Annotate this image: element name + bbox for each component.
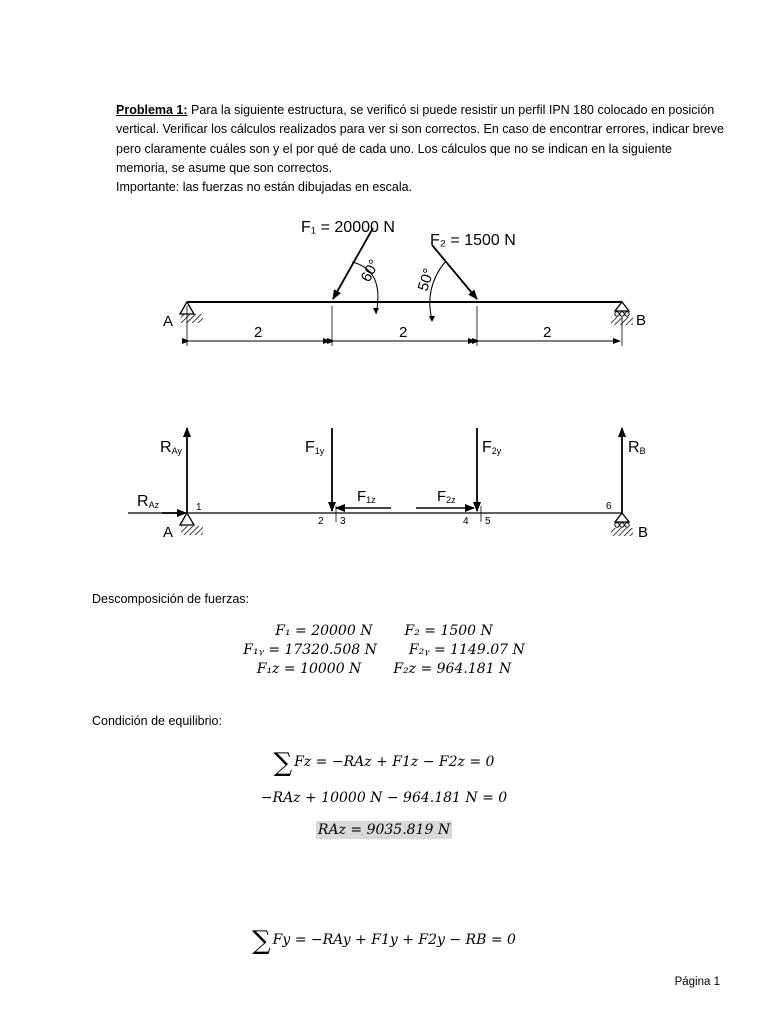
problem-text: Para la siguiente estructura, se verificó si puede resistir un perfil IPN 180 colocado en posición vertical. Verificar los cálculos realizados para ver si son correctos. En caso de encontrar errores, indicar breve pero claramente cuáles son y el por qué de cada uno. Los cálculos que no se indican en la siguiente memoria, se asume que son correctos. bbox=[116, 103, 724, 175]
diagram-1 bbox=[163, 219, 646, 346]
problem-lead: Problema 1: bbox=[116, 103, 188, 117]
eq-sum-fz-row bbox=[0, 748, 768, 778]
force-f1y-label: F1y bbox=[305, 439, 325, 456]
force-f2-label: F₂ = 1500 N bbox=[430, 232, 516, 249]
page-number: Página 1 bbox=[674, 976, 720, 988]
node-2: 2 bbox=[318, 516, 324, 527]
pin-support-a2-icon bbox=[180, 513, 203, 535]
force-f1-label: F₁ = 20000 N bbox=[301, 219, 395, 236]
decomposition-heading: Descomposición de fuerzas: bbox=[92, 592, 250, 606]
eq-sum-fy-row bbox=[0, 926, 768, 956]
eq-sum-fy: Fy = −RAy + F1y + F2y − RB = 0 bbox=[272, 932, 516, 948]
eq-raz-result: RAz = 9035.819 N bbox=[317, 822, 451, 838]
eq-raz-row bbox=[0, 822, 768, 838]
eq-sum-fz: Fz = −RAz + F1z − F2z = 0 bbox=[294, 754, 495, 770]
eq-f2: F₂ = 1500 N bbox=[404, 623, 493, 639]
eq-f2y: F₂ᵧ = 1149.07 N bbox=[408, 642, 525, 658]
dim-label-2: 2 bbox=[399, 324, 408, 341]
support-b-label: B bbox=[636, 312, 647, 329]
important-note: Importante: las fuerzas no están dibujadas en escala. bbox=[116, 180, 413, 195]
force-f2-arrow bbox=[432, 245, 477, 299]
support-a2-label: A bbox=[163, 524, 174, 541]
diagram-2 bbox=[128, 428, 648, 541]
dim-label-3: 2 bbox=[543, 324, 552, 341]
eq-f1: F₁ = 20000 N bbox=[275, 623, 373, 639]
eq-sub-fz: −RAz + 10000 N − 964.181 N = 0 bbox=[260, 790, 508, 806]
pin-support-a-icon bbox=[180, 302, 203, 323]
node-5: 5 bbox=[485, 516, 491, 527]
roller-support-b2-icon bbox=[611, 513, 633, 536]
reaction-ray-label: RAy bbox=[160, 439, 182, 456]
force-f2z-label: F2z bbox=[437, 488, 456, 505]
node-4: 4 bbox=[463, 516, 469, 527]
equilibrium-heading: Condición de equilibrio: bbox=[92, 714, 222, 728]
sum-symbol-icon: ∑ bbox=[252, 926, 271, 956]
reaction-rb-label: RB bbox=[628, 439, 646, 456]
angle-60-label: 60° bbox=[357, 256, 384, 285]
node-6: 6 bbox=[606, 501, 612, 512]
support-a-label: A bbox=[163, 313, 174, 330]
dim-label-1: 2 bbox=[254, 324, 263, 341]
force-f2y-label: F2y bbox=[482, 439, 502, 456]
support-b2-label: B bbox=[638, 524, 649, 541]
reaction-raz-label: RAz bbox=[137, 493, 160, 510]
force-f1z-label: F1z bbox=[357, 488, 376, 505]
eq-sub-fz-row bbox=[0, 790, 768, 806]
node-3: 3 bbox=[340, 516, 346, 527]
eq-f1z: F₁z = 10000 N bbox=[256, 661, 362, 677]
eq-f2z: F₂z = 964.181 N bbox=[393, 661, 512, 677]
sum-symbol-icon: ∑ bbox=[273, 748, 293, 778]
decomposition-equations bbox=[0, 623, 768, 677]
angle-50-label: 50° bbox=[414, 266, 438, 294]
eq-f1y: F₁ᵧ = 17320.508 N bbox=[243, 642, 377, 658]
node-1: 1 bbox=[196, 502, 202, 513]
